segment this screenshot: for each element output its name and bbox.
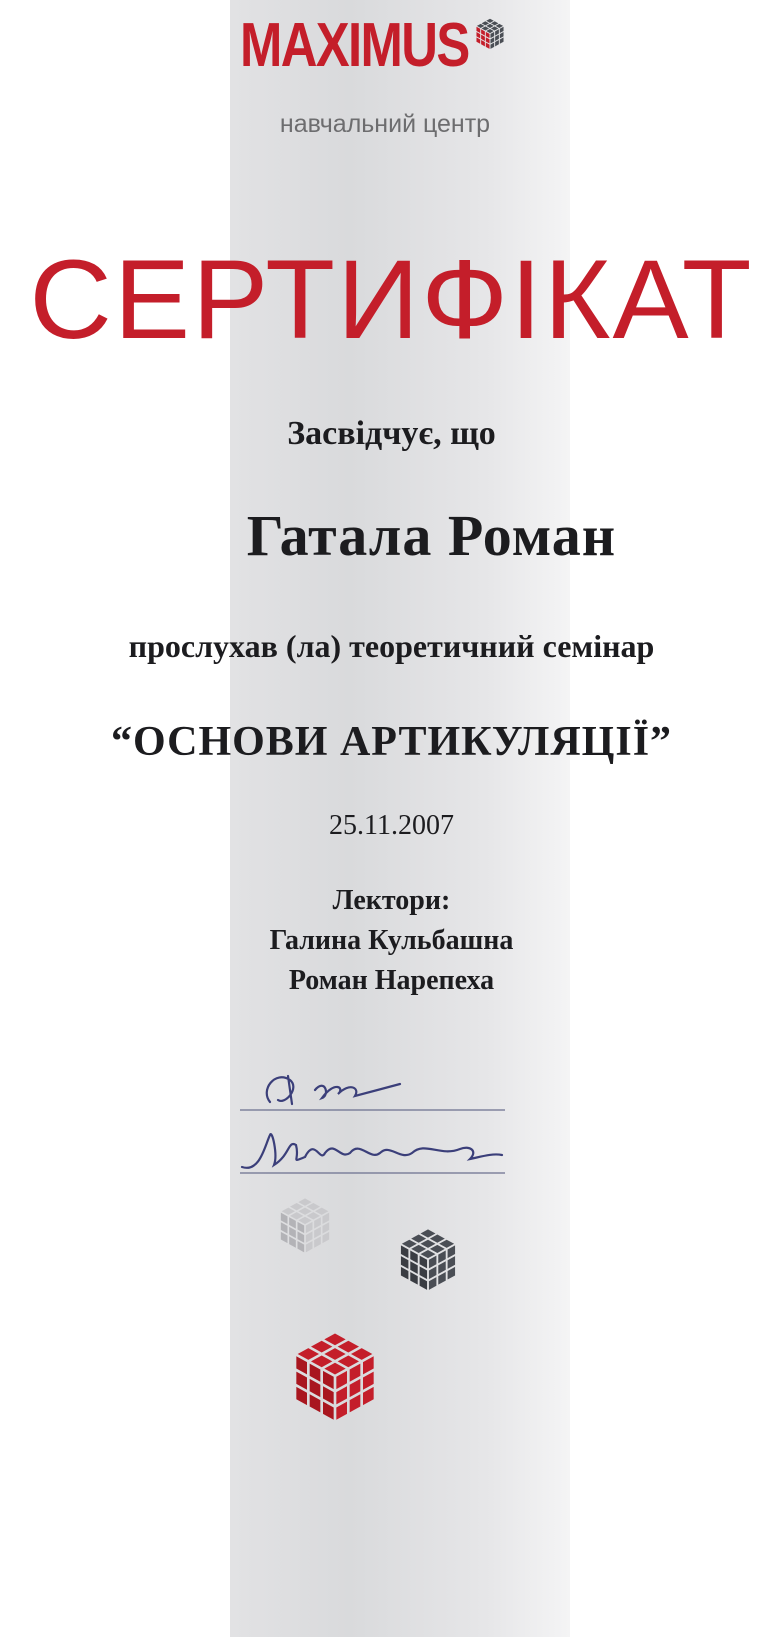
cube-tile	[496, 24, 503, 28]
cube-tile	[482, 21, 489, 25]
cube-tile	[500, 37, 504, 43]
cube-tile	[338, 1341, 359, 1353]
cube-tile	[351, 1348, 372, 1360]
cube-tile	[323, 1402, 334, 1420]
cube-tile	[307, 1212, 320, 1219]
cube-tile	[481, 35, 485, 41]
cube-tile	[363, 1372, 374, 1390]
cube-tile	[296, 1356, 307, 1374]
cube-tile	[438, 1251, 445, 1264]
light-gray-cube	[255, 1190, 365, 1300]
cube-tile	[486, 43, 490, 49]
cube-tile	[281, 1232, 288, 1243]
cube-tile	[296, 1387, 307, 1405]
cube-tile	[421, 1250, 436, 1258]
cube-tile	[410, 1251, 417, 1264]
cube-tile	[420, 1256, 427, 1269]
cube-tile	[411, 1235, 426, 1243]
signature-1	[230, 1060, 530, 1120]
logo-wordmark: MAXIMUS	[240, 11, 469, 80]
cube-tile	[438, 1272, 445, 1285]
cube-tile	[298, 1241, 305, 1252]
cube-tile	[310, 1394, 321, 1412]
cube-tile	[420, 1266, 427, 1279]
cube-tile	[430, 1245, 445, 1253]
cube-tile	[307, 1203, 320, 1210]
cube-tile	[448, 1245, 455, 1258]
cube-tile	[401, 1267, 408, 1280]
cube-tile	[491, 21, 498, 25]
cube-tile	[336, 1402, 347, 1420]
cube-tile	[281, 1213, 288, 1224]
cube-tile	[306, 1222, 313, 1233]
certificate-title: СЕРТИФІКАТ	[29, 237, 754, 362]
cube-tile	[323, 1386, 334, 1404]
cube-tile	[401, 1245, 408, 1258]
cube-tile	[298, 1208, 311, 1215]
cube-tile	[500, 32, 504, 38]
cube-tile	[290, 1212, 303, 1219]
cube-tile	[311, 1355, 332, 1367]
cube-tile	[350, 1394, 361, 1412]
red-cube	[255, 1320, 425, 1490]
cube-tile	[363, 1356, 374, 1374]
rubiks-cube-icon	[462, 14, 522, 76]
cube-tile	[481, 40, 485, 46]
cube-tile	[336, 1386, 347, 1404]
cube-tile	[477, 24, 484, 28]
logo-subtitle: навчальний центр	[279, 110, 491, 138]
cube-tile	[314, 1236, 321, 1247]
cube-tile	[315, 1208, 328, 1215]
cube-tile	[298, 1348, 319, 1360]
completion-text: прослухав (ла) теоретичний семінар	[128, 628, 655, 664]
lecturer-name: Галина Кульбашна	[269, 925, 514, 956]
cube-tile	[476, 32, 480, 38]
cube-tile	[314, 1227, 321, 1238]
cube-tile	[429, 1277, 436, 1290]
cube-tile	[350, 1364, 361, 1382]
cube-tile	[476, 37, 480, 43]
cube-tile	[298, 1217, 311, 1224]
lecturers-heading: Лектори:	[332, 885, 451, 916]
signature-2	[230, 1115, 530, 1185]
cube-tile	[298, 1198, 311, 1205]
cube-tile	[298, 1231, 305, 1242]
cube-tile	[323, 1222, 330, 1233]
cube-tile	[289, 1227, 296, 1238]
cube-tile	[410, 1272, 417, 1285]
cube-tile	[323, 1371, 334, 1389]
cube-tile	[495, 35, 499, 41]
cube-tile	[495, 40, 499, 46]
cube-tile	[411, 1245, 426, 1253]
cube-tile	[281, 1222, 288, 1233]
cube-tile	[490, 37, 494, 43]
cube-tile	[324, 1348, 345, 1360]
cube-tile	[495, 29, 499, 35]
cube-tile	[438, 1261, 445, 1274]
cube-tile	[338, 1355, 359, 1367]
cube-tile	[500, 27, 504, 33]
cube-tile	[306, 1241, 313, 1252]
certifies-text: Засвідчує, що	[287, 415, 496, 452]
cube-tile	[486, 19, 493, 23]
lecturer-name: Роман Нарепеха	[288, 965, 495, 996]
cube-tile	[324, 1333, 345, 1345]
cube-tile	[486, 32, 490, 38]
cube-tile	[491, 26, 498, 30]
cube-tile	[290, 1203, 303, 1210]
cube-tile	[448, 1256, 455, 1269]
course-title: “ОСНОВИ АРТИКУЛЯЦІЇ”	[110, 719, 673, 765]
cube-tile	[363, 1387, 374, 1405]
cube-tile	[482, 26, 489, 30]
cube-tile	[401, 1256, 408, 1269]
cube-tile	[298, 1222, 305, 1233]
cube-tile	[296, 1372, 307, 1390]
cube-tile	[486, 37, 490, 43]
event-date: 25.11.2007	[329, 810, 454, 841]
cube-tile	[410, 1261, 417, 1274]
cube-tile	[490, 32, 494, 38]
cube-tile	[310, 1364, 321, 1382]
cube-tile	[289, 1236, 296, 1247]
cube-tile	[336, 1371, 347, 1389]
cube-tile	[430, 1235, 445, 1243]
cube-tile	[402, 1240, 417, 1248]
cube-tile	[350, 1379, 361, 1397]
cube-tile	[306, 1231, 313, 1242]
cube-tile	[429, 1256, 436, 1269]
cube-tile	[323, 1213, 330, 1224]
cube-tile	[421, 1229, 436, 1237]
cube-tile	[310, 1379, 321, 1397]
cube-tile	[476, 27, 480, 33]
cube-tile	[486, 24, 493, 28]
recipient-name: Гатала Роман	[246, 503, 617, 568]
cube-tile	[324, 1363, 345, 1375]
cube-tile	[420, 1277, 427, 1290]
cube-tile	[314, 1217, 321, 1228]
cube-tile	[439, 1240, 454, 1248]
cube-tile	[486, 29, 493, 33]
cube-tile	[323, 1232, 330, 1243]
cube-tile	[282, 1208, 295, 1215]
cube-tile	[481, 29, 485, 35]
cube-tile	[289, 1217, 296, 1228]
cube-tile	[421, 1240, 436, 1248]
cube-tile	[448, 1267, 455, 1280]
cube-tile	[490, 43, 494, 49]
cube-tile	[429, 1266, 436, 1279]
cube-tile	[311, 1341, 332, 1353]
